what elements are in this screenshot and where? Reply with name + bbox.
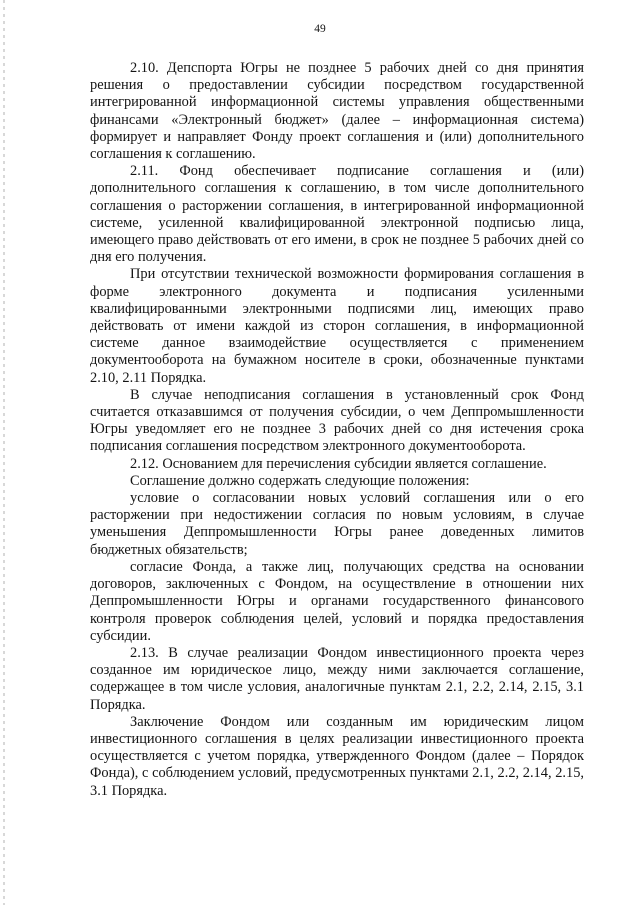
paragraph-provision-new-conditions: условие о согласовании новых условий соглашения или о его расторжении при недостижении согласия по новым условиям, в случае уменьшения Деппромышленности Югры ранее доведенных лимитов бюджетных обязательств; <box>90 490 584 558</box>
paragraph-investment-agreement: Заключение Фондом или созданным им юридическим лицом инвестиционного соглашения в целях реализации инвестиционного проекта осуществляется с учетом порядка, утвержденного Фондом (далее – Порядок Фонда), с соблюдением условий, предусмотренных пунктами 2.1, 2.2, 2.14, 2.15, 3.1 Порядка. <box>90 713 584 799</box>
paragraph-no-technical-possibility: При отсутствии технической возможности формирования соглашения в форме электронного документа и подписания усиленными квалифицированными электронными подписями лиц, имеющих право действовать от имени каждой из сторон соглашения, в информационной системе данное взаимодействие осуществляется с применением документооборота на бумажном носителе в сроки, обозначенные пунктами 2.10, 2.11 Порядка. <box>90 266 584 386</box>
page-number: 49 <box>314 23 326 35</box>
paragraph-2-13: 2.13. В случае реализации Фондом инвестиционного проекта через созданное им юридическое лицо, между ними заключается соглашение, содержащее в том числе условия, аналогичные пунктам 2.1, 2.2, 2.14, 2.15, 3.1 Порядка. <box>90 644 584 713</box>
paragraph-non-signing: В случае неподписания соглашения в установленный срок Фонд считается отказавшимся от получения субсидии, о чем Деппромышленности Югры уведомляет его не позднее 3 рабочих дней со дня истечения срока подписания соглашения посредством электронного документооборота. <box>90 386 584 455</box>
paragraph-agreement-provisions: Соглашение должно содержать следующие положения: <box>130 472 470 489</box>
document-body <box>90 60 584 800</box>
paragraph-provision-consent: согласие Фонда, а также лиц, получающих средства на основании договоров, заключенных с Фондом, на осуществление в отношении них Деппромышленности Югры и органами государственного финансового контроля проверок соблюдения целей, условий и порядка предоставления субсидии. <box>90 558 584 644</box>
paragraph-2-12: 2.12. Основанием для перечисления субсидии является соглашение. <box>130 455 547 472</box>
paragraph-2-10: 2.10. Депспорта Югры не позднее 5 рабочих дней со дня принятия решения о предоставлении субсидии посредством государственной интегрированной информационной системы управления общественными финансами «Электронный бюджет» (далее – информационная система) формирует и направляет Фонду проект соглашения и (или) дополнительного соглашения к соглашению. <box>90 60 584 163</box>
page-binding-edge <box>3 0 5 905</box>
paragraph-2-11: 2.11. Фонд обеспечивает подписание соглашения и (или) дополнительного соглашения к соглашению, в том числе дополнительного соглашения о расторжении соглашения, в интегрированной информационной системе, усиленной квалифицированной электронной подписью лица, имеющего право действовать от его имени, в срок не позднее 5 рабочих дней со дня его получения. <box>90 163 584 266</box>
